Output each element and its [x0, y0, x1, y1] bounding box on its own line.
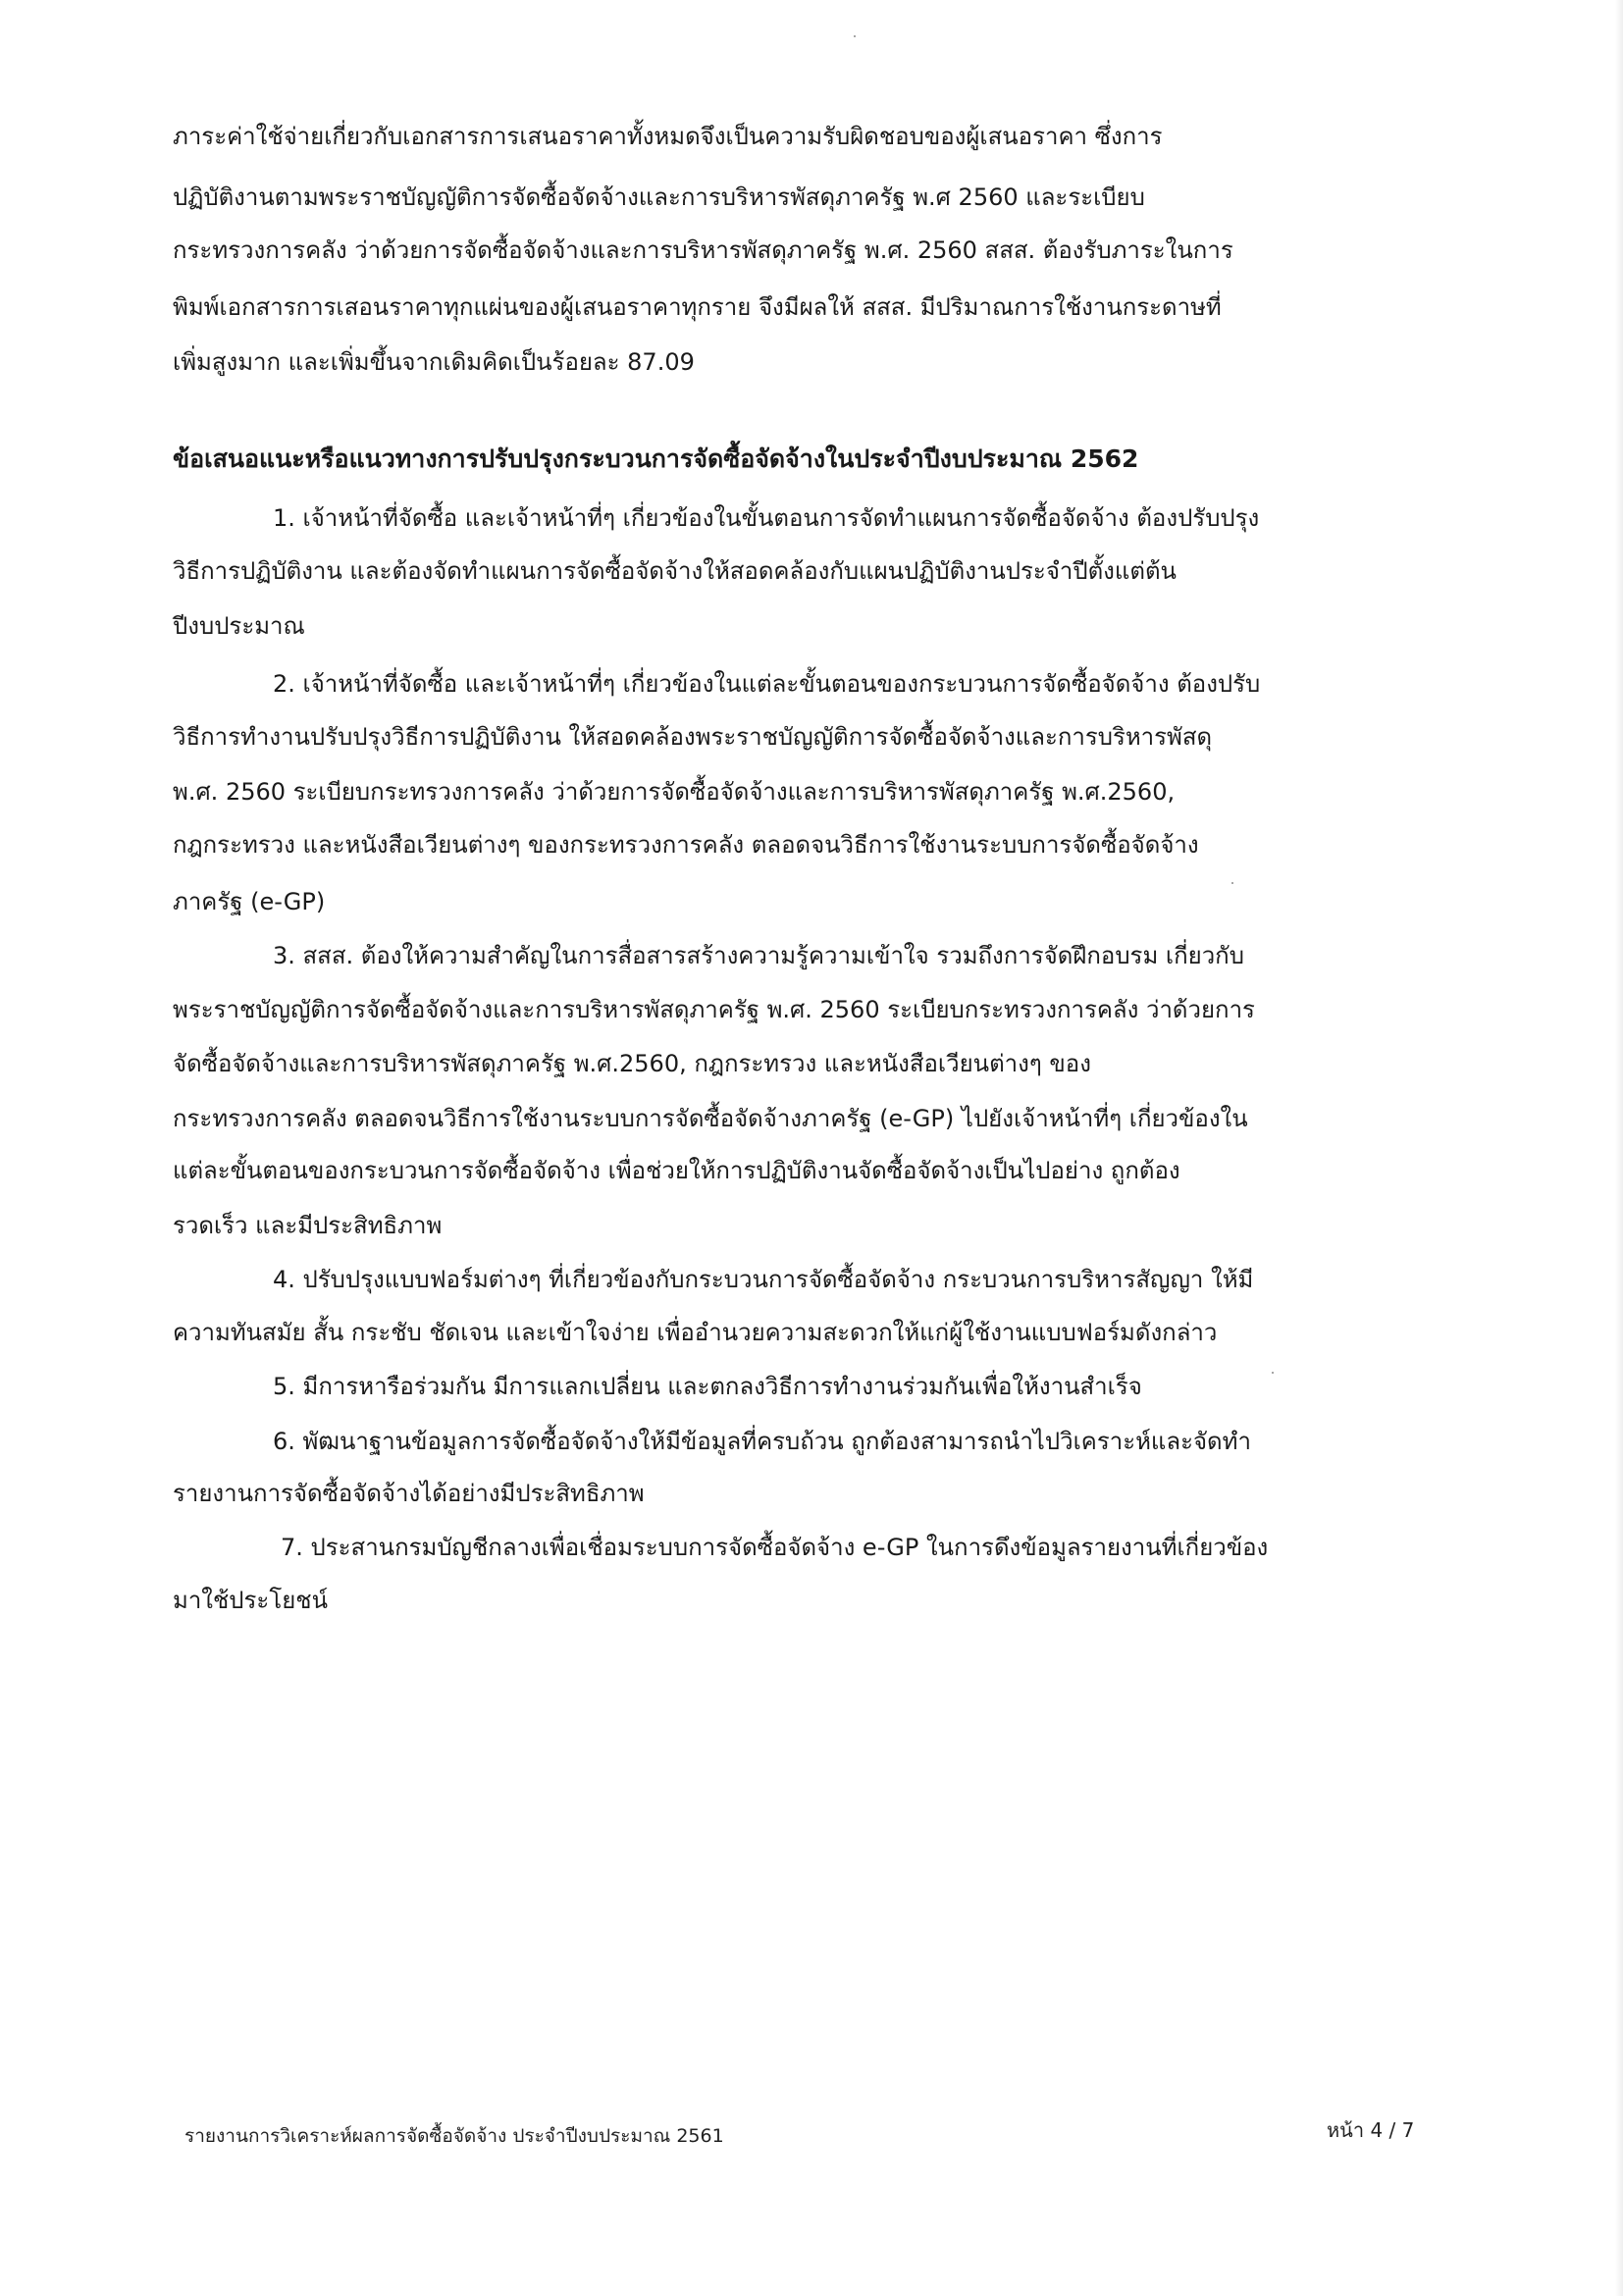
- section-heading: ข้อเสนอแนะหรือแนวทางการปรับปรุงกระบวนการจัดซื้อจัดจ้างในประจำปีงบประมาณ 2562: [173, 444, 1139, 473]
- item-4-line: ความทันสมัย สั้น กระชับ ชัดเจน และเข้าใจง่าย เพื่ออำนวยความสะดวกให้แก่ผู้ใช้งานแบบฟอร์มดังกล่าว: [173, 1319, 1218, 1346]
- item-2-line: วิธีการทำงานปรับปรุงวิธีการปฏิบัติงาน ให้สอดคล้องพระราชบัญญัติการจัดซื้อจัดจ้างและการบริหารพัสดุ: [173, 723, 1213, 751]
- item-3-line: 3. สสส. ต้องให้ความสำคัญในการสื่อสารสร้างความรู้ความเข้าใจ รวมถึงการจัดฝึกอบรม เกี่ยวกับ: [273, 942, 1244, 969]
- paragraph-line: ภาระค่าใช้จ่ายเกี่ยวกับเอกสารการเสนอราคาทั้งหมดจึงเป็นความรับผิดชอบของผู้เสนอราคา ซึ่งการ: [173, 123, 1163, 150]
- item-3-line: รวดเร็ว และมีประสิทธิภาพ: [173, 1212, 443, 1239]
- scan-speck: [1231, 882, 1233, 884]
- item-6-line: 6. พัฒนาฐานข้อมูลการจัดซื้อจัดจ้างให้มีข้อมูลที่ครบถ้วน ถูกต้องสามารถนำไปวิเคราะห์และจัดทำ: [273, 1428, 1251, 1455]
- item-1-line: 1. เจ้าหน้าที่จัดซื้อ และเจ้าหน้าที่ๆ เกี่ยวข้องในขั้นตอนการจัดทำแผนการจัดซื้อจัดจ้าง ต้องปรับปรุง: [273, 504, 1260, 532]
- footer-page-number: หน้า 4 / 7: [1327, 2118, 1415, 2142]
- scan-edge: [1615, 0, 1623, 2296]
- paragraph-line: พิมพ์เอกสารการเสอนราคาทุกแผ่นของผู้เสนอราคาทุกราย จึงมีผลให้ สสส. มีปริมาณการใช้งานกระดาษที่: [173, 293, 1222, 321]
- item-4-line: 4. ปรับปรุงแบบฟอร์มต่างๆ ที่เกี่ยวข้องกับกระบวนการจัดซื้อจัดจ้าง กระบวนการบริหารสัญญา ให้มี: [273, 1266, 1254, 1293]
- item-6-line: รายงานการจัดซื้อจัดจ้างได้อย่างมีประสิทธิภาพ: [173, 1480, 645, 1507]
- paragraph-line: ปฏิบัติงานตามพระราชบัญญัติการจัดซื้อจัดจ้างและการบริหารพัสดุภาครัฐ พ.ศ 2560 และระเบียบ: [173, 183, 1145, 211]
- scan-speck: [854, 35, 856, 37]
- item-1-line: วิธีการปฏิบัติงาน และต้องจัดทำแผนการจัดซื้อจัดจ้างให้สอดคล้องกับแผนปฏิบัติงานประจำปีตั้งแต่ต้น: [173, 557, 1177, 585]
- item-2-line: พ.ศ. 2560 ระเบียบกระทรวงการคลัง ว่าด้วยการจัดซื้อจัดจ้างและการบริหารพัสดุภาครัฐ พ.ศ.2560,: [173, 778, 1176, 806]
- item-3-line: แต่ละขั้นตอนของกระบวนการจัดซื้อจัดจ้าง เพื่อช่วยให้การปฏิบัติงานจัดซื้อจัดจ้างเป็นไปอย่าง ถูกต้อง: [173, 1157, 1180, 1184]
- item-3-line: พระราชบัญญัติการจัดซื้อจัดจ้างและการบริหารพัสดุภาครัฐ พ.ศ. 2560 ระเบียบกระทรวงการคลัง ว่าด้วยการ: [173, 996, 1255, 1023]
- footer-report-title: รายงานการวิเคราะห์ผลการจัดซื้อจัดจ้าง ประจำปีงบประมาณ 2561: [184, 2125, 724, 2147]
- item-2-line: กฎกระทรวง และหนังสือเวียนต่างๆ ของกระทรวงการคลัง ตลอดจนวิธีการใช้งานระบบการจัดซื้อจัดจ้าง: [173, 831, 1199, 859]
- item-5-line: 5. มีการหารือร่วมกัน มีการแลกเปลี่ยน และตกลงวิธีการทำงานร่วมกันเพื่อให้งานสำเร็จ: [273, 1373, 1142, 1400]
- paragraph-line: เพิ่มสูงมาก และเพิ่มขึ้นจากเดิมคิดเป็นร้อยละ 87.09: [173, 348, 695, 376]
- item-3-line: กระทรวงการคลัง ตลอดจนวิธีการใช้งานระบบการจัดซื้อจัดจ้างภาครัฐ (e-GP) ไปยังเจ้าหน้าที่ๆ เกี่ยวข้องใน: [173, 1105, 1248, 1132]
- item-7-line: มาใช้ประโยชน์: [173, 1587, 328, 1614]
- item-7-line: 7. ประสานกรมบัญชีกลางเพื่อเชื่อมระบบการจัดซื้อจัดจ้าง e-GP ในการดึงข้อมูลรายงานที่เกี่ยวข้อง: [281, 1534, 1269, 1561]
- item-2-line: ภาครัฐ (e-GP): [173, 888, 326, 915]
- item-3-line: จัดซื้อจัดจ้างและการบริหารพัสดุภาครัฐ พ.ศ.2560, กฎกระทรวง และหนังสือเวียนต่างๆ ของ: [173, 1050, 1091, 1077]
- paragraph-line: กระทรวงการคลัง ว่าด้วยการจัดซื้อจัดจ้างและการบริหารพัสดุภาครัฐ พ.ศ. 2560 สสส. ต้องรับภาระในการ: [173, 236, 1233, 264]
- item-2-line: 2. เจ้าหน้าที่จัดซื้อ และเจ้าหน้าที่ๆ เกี่ยวข้องในแต่ละขั้นตอนของกระบวนการจัดซื้อจัดจ้าง ต้องปรับ: [273, 670, 1261, 698]
- item-1-line: ปีงบประมาณ: [173, 612, 305, 640]
- scan-speck: [1272, 1372, 1274, 1374]
